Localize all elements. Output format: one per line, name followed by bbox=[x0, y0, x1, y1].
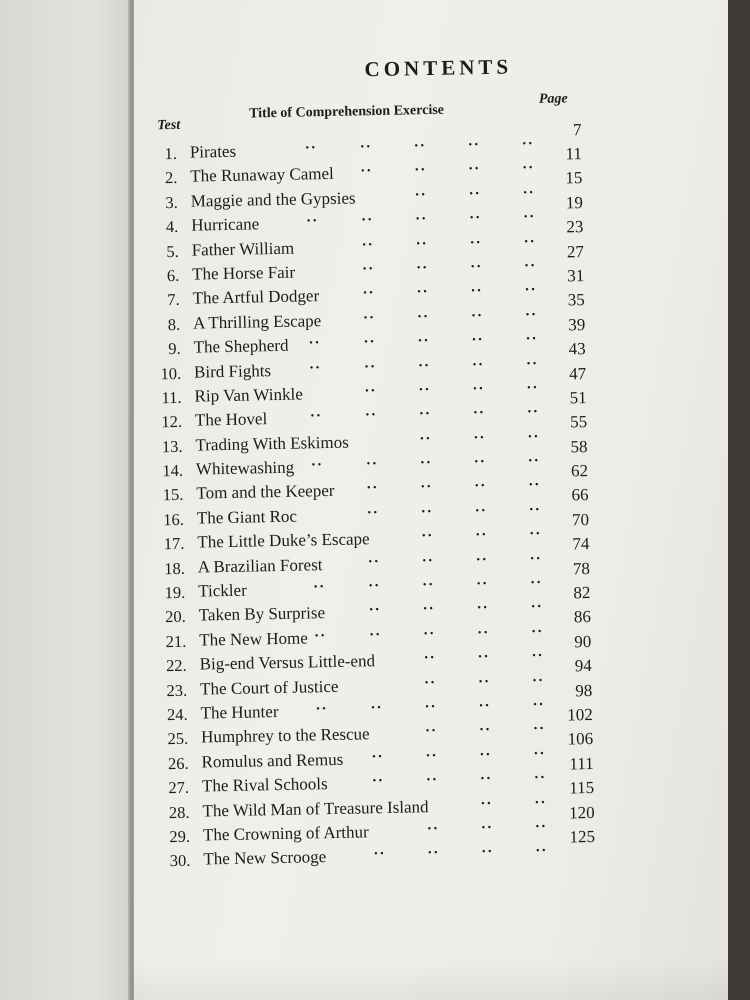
test-number: 24. bbox=[166, 704, 188, 725]
exercise-title: Tom and the Keeper bbox=[196, 481, 335, 504]
test-number: 6. bbox=[166, 265, 180, 286]
dot-leader: ·· ·· ·· ·· bbox=[373, 843, 548, 863]
dot-leader: ·· ·· ·· ·· ·· bbox=[309, 404, 540, 425]
page-number: 58 bbox=[570, 436, 588, 457]
page-number: 74 bbox=[572, 534, 590, 554]
page-number: 27 bbox=[566, 241, 585, 261]
exercise-title: The Horse Fair bbox=[192, 262, 296, 284]
page-number: 35 bbox=[567, 290, 585, 310]
exercise-title: Father William bbox=[191, 238, 295, 260]
dot-leader: ·· ·· bbox=[480, 794, 547, 812]
test-number: 29. bbox=[169, 826, 191, 847]
page-number: 70 bbox=[571, 509, 590, 530]
exercise-title: Tickler bbox=[198, 580, 247, 601]
dot-leader: ·· ·· ·· ·· bbox=[364, 379, 539, 400]
page-number: 23 bbox=[566, 217, 584, 237]
dot-leader: ·· ·· ·· ·· bbox=[366, 477, 541, 497]
test-number: 2. bbox=[164, 168, 178, 188]
page-number: 98 bbox=[575, 680, 593, 700]
dot-leader: ·· ·· ·· ·· ·· bbox=[306, 209, 536, 230]
test-number: 8. bbox=[167, 314, 181, 334]
page-shadow bbox=[134, 960, 728, 1000]
exercise-title: A Thrilling Escape bbox=[192, 310, 322, 333]
test-number: 19. bbox=[164, 582, 186, 603]
page-number: 39 bbox=[568, 314, 586, 335]
page-number: 66 bbox=[571, 485, 589, 505]
dot-leader: ·· ·· ·· ·· bbox=[371, 770, 547, 790]
column-header-title: Title of Comprehension Exercise bbox=[248, 102, 445, 122]
test-number: 12. bbox=[161, 412, 183, 432]
dot-leader: ·· ·· ·· ·· bbox=[360, 160, 535, 180]
dot-leader: ·· ·· ·· ·· bbox=[361, 233, 536, 253]
test-number: 9. bbox=[168, 338, 181, 359]
dot-leader: ·· ·· ·· bbox=[426, 818, 548, 838]
page-number: 120 bbox=[568, 802, 595, 823]
test-number: 22. bbox=[165, 655, 187, 676]
test-number: 5. bbox=[166, 241, 179, 261]
exercise-title: The New Home bbox=[199, 628, 308, 650]
dot-leader: ·· ·· ·· bbox=[419, 428, 540, 447]
exercise-title: The Giant Roc bbox=[196, 506, 298, 528]
test-number: 28. bbox=[168, 802, 190, 822]
exercise-title: The Shepherd bbox=[193, 335, 289, 357]
test-number: 26. bbox=[167, 753, 189, 773]
exercise-title: Rip Van Winkle bbox=[194, 384, 303, 406]
exercise-title: The Little Duke’s Escape bbox=[197, 529, 370, 552]
page-number: 43 bbox=[568, 339, 586, 359]
test-number: 7. bbox=[167, 290, 180, 310]
exercise-title: The Crowning of Arthur bbox=[202, 822, 369, 845]
dot-leader: ·· ·· ·· ·· ·· bbox=[308, 331, 538, 352]
dot-leader: ·· ·· ·· ·· bbox=[366, 501, 541, 522]
dot-leader: ·· ·· ·· ·· ·· bbox=[304, 136, 534, 157]
page-number: 19 bbox=[565, 192, 584, 213]
exercise-title: Whitewashing bbox=[195, 457, 295, 479]
test-number: 18. bbox=[164, 558, 186, 578]
exercise-title: The Hovel bbox=[194, 409, 268, 430]
contents-table bbox=[125, 0, 738, 1000]
test-number: 20. bbox=[164, 607, 186, 627]
left-page bbox=[0, 0, 132, 1000]
test-number: 4. bbox=[165, 217, 179, 237]
dot-leader: ·· ·· ·· bbox=[423, 672, 545, 691]
test-number: 13. bbox=[161, 436, 183, 456]
page-number: 111 bbox=[569, 753, 594, 774]
contents-page bbox=[134, 0, 728, 1000]
test-number: 15. bbox=[162, 485, 184, 505]
page-title: CONTENTS bbox=[364, 54, 513, 82]
dot-leader: ·· ·· ·· bbox=[421, 526, 542, 545]
exercise-title: The Hunter bbox=[200, 702, 279, 723]
dot-leader: ·· ·· ·· ·· bbox=[361, 257, 537, 278]
dot-leader: ·· ·· ·· ·· bbox=[367, 550, 542, 570]
test-number: 10. bbox=[160, 363, 182, 383]
test-number: 30. bbox=[169, 851, 191, 871]
dot-leader: ·· ·· ·· ·· ·· bbox=[308, 355, 539, 376]
column-header-test: Test bbox=[157, 117, 181, 134]
test-number: 11. bbox=[161, 387, 182, 408]
dot-leader: ·· ·· ·· ·· ·· bbox=[314, 623, 544, 645]
test-number: 23. bbox=[166, 680, 188, 700]
exercise-title: Romulus and Remus bbox=[201, 749, 344, 772]
page-number: 86 bbox=[573, 607, 592, 627]
test-number: 16. bbox=[163, 509, 185, 530]
page-number: 62 bbox=[570, 461, 589, 481]
page-number: 106 bbox=[567, 729, 594, 749]
exercise-title: A Brazilian Forest bbox=[197, 554, 323, 577]
test-number: 27. bbox=[168, 777, 190, 798]
dot-leader: ·· ·· ·· bbox=[424, 721, 546, 740]
exercise-title: Maggie and the Gypsies bbox=[190, 188, 356, 211]
dot-leader: ·· ·· ·· ·· bbox=[371, 745, 546, 766]
exercise-title: Bird Fights bbox=[193, 360, 272, 382]
page-number: 125 bbox=[569, 826, 596, 847]
test-number: 3. bbox=[165, 192, 178, 212]
exercise-title: The Runaway Camel bbox=[190, 164, 334, 187]
dot-leader: ·· ·· ·· bbox=[414, 184, 535, 204]
page-number: 55 bbox=[569, 412, 588, 432]
exercise-title: Big-end Versus Little-end bbox=[199, 651, 376, 674]
page-number: 82 bbox=[573, 583, 591, 603]
test-number: 14. bbox=[162, 460, 184, 481]
exercise-title: Pirates bbox=[189, 141, 237, 162]
page-number: 47 bbox=[568, 363, 587, 383]
dot-leader: ·· ·· ·· ·· bbox=[362, 282, 537, 302]
dot-leader: ·· ·· ·· ·· ·· bbox=[313, 574, 543, 596]
exercise-title: Taken By Surprise bbox=[198, 603, 326, 625]
dot-leader: ·· ·· ·· bbox=[423, 648, 544, 667]
exercise-title: The Artful Dodger bbox=[192, 286, 320, 308]
dot-leader: ·· ·· ·· ·· bbox=[362, 306, 538, 327]
dot-leader: ·· ·· ·· ·· ·· bbox=[310, 453, 541, 474]
test-number: 1. bbox=[164, 143, 178, 164]
exercise-title: The Rival Schools bbox=[201, 774, 328, 796]
exercise-title: The New Scrooge bbox=[203, 847, 327, 869]
page-number: 102 bbox=[567, 704, 593, 725]
column-header-page: Page bbox=[538, 91, 568, 107]
contents-list bbox=[128, 131, 736, 874]
exercise-title: Trading With Eskimos bbox=[195, 432, 349, 455]
dot-leader: ·· ·· ·· ·· ·· bbox=[315, 696, 545, 718]
dot-leader: ·· ·· ·· ·· bbox=[368, 599, 543, 619]
exercise-title: The Wild Man of Treasure Island bbox=[202, 796, 429, 821]
page-number: 51 bbox=[569, 387, 587, 408]
page-number: 94 bbox=[574, 656, 592, 676]
exercise-title: The Court of Justice bbox=[199, 676, 339, 699]
test-number: 25. bbox=[167, 729, 189, 749]
exercise-title: Humphrey to the Rescue bbox=[200, 724, 370, 747]
test-number: 21. bbox=[165, 631, 187, 651]
leading-page-number: 7 bbox=[572, 120, 582, 140]
page-number: 90 bbox=[574, 631, 592, 652]
page-number: 115 bbox=[569, 778, 595, 798]
page-number: 78 bbox=[572, 558, 591, 578]
test-number: 17. bbox=[163, 534, 185, 554]
page-number: 31 bbox=[567, 266, 585, 286]
page-number: 15 bbox=[565, 168, 583, 188]
exercise-title: Hurricane bbox=[191, 214, 260, 235]
page-number: 11 bbox=[565, 144, 583, 164]
